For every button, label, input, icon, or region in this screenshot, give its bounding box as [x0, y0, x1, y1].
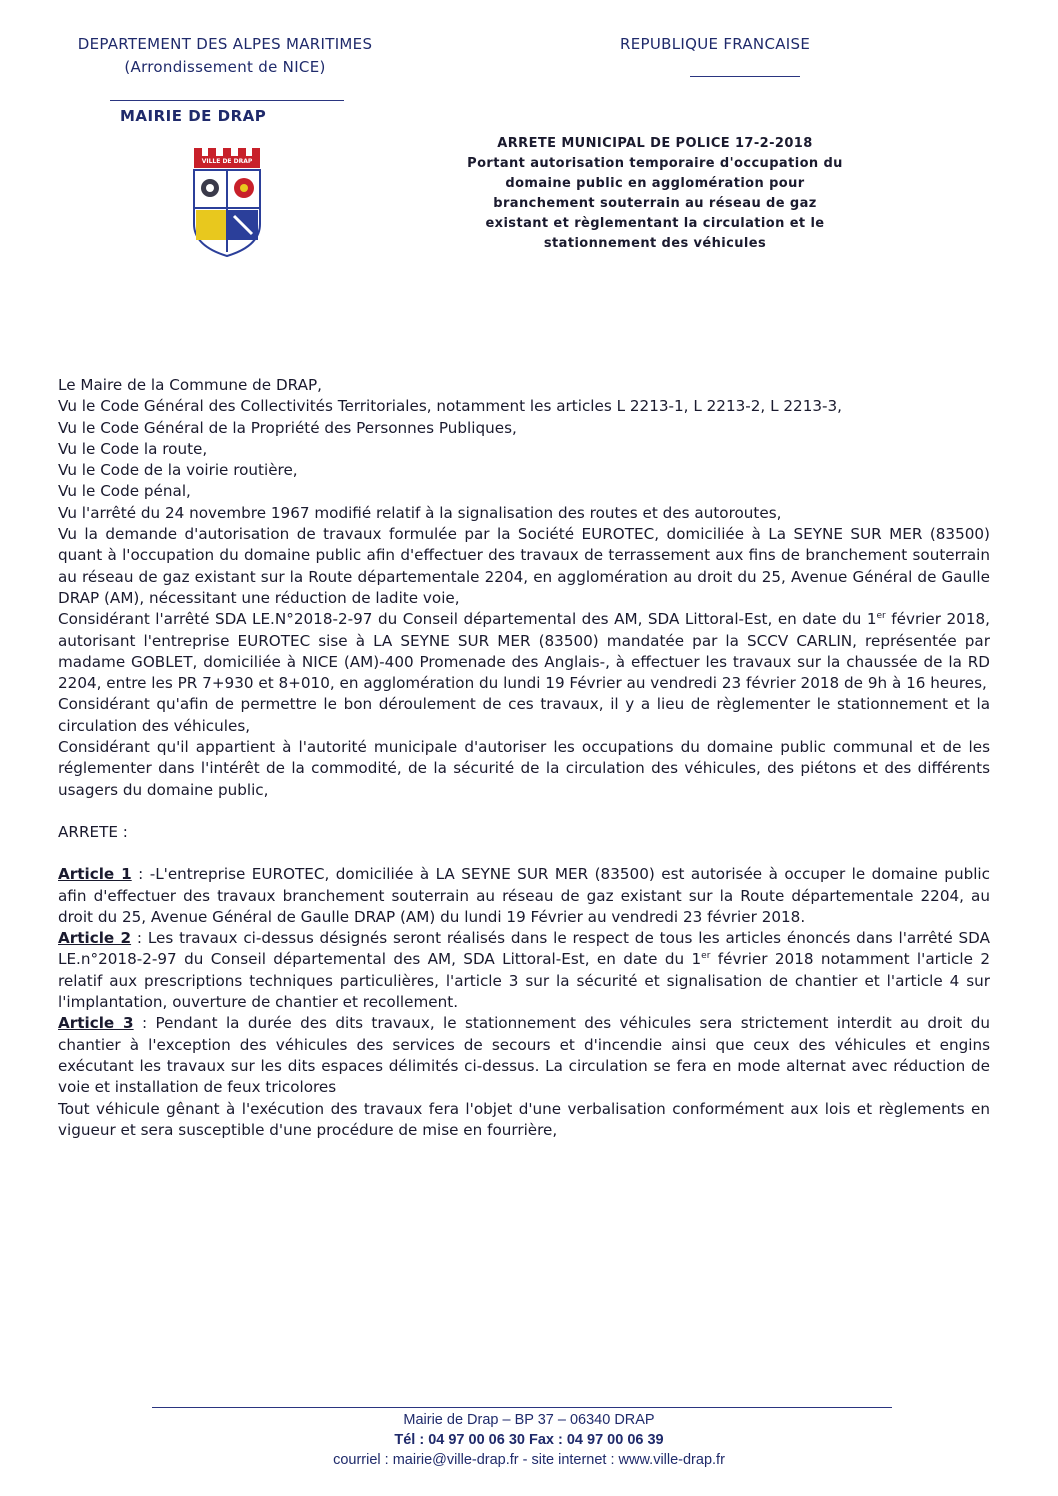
considerant-text: Considérant l'arrêté SDA LE.N°2018-2-97 du Conseil départemental des AM, SDA Littoral-Est, en date du 1 [58, 610, 877, 629]
vu-paragraph: Vu le Code Général de la Propriété des Personnes Publiques, [58, 418, 517, 437]
article-3-continuation: Tout véhicule gênant à l'exécution des travaux fera l'objet d'une verbalisation conformément aux lois et règlements en vigueur et sera susceptible d'une procédure de mise en fourrière, [58, 1099, 990, 1139]
decree-title [440, 134, 870, 254]
footer-phone: Tél : 04 97 00 06 30 Fax : 04 97 00 06 39 [394, 1432, 664, 1448]
ordinal-suffix: er [701, 951, 711, 962]
considerant-paragraph [58, 609, 990, 694]
vu-paragraph: Vu le Code de la voirie routière, [58, 461, 298, 480]
footer-address: Mairie de Drap – BP 37 – 06340 DRAP [403, 1412, 655, 1428]
decree-subject-line: stationnement des véhicules [543, 236, 767, 251]
crest-label: VILLE DE DRAP [201, 158, 253, 165]
article-1 [58, 864, 990, 928]
article-label: Article 3 [58, 1014, 134, 1033]
mayor-line: Le Maire de la Commune de DRAP, [58, 376, 322, 394]
decree-body [58, 375, 990, 1141]
article-label: Article 1 [58, 865, 132, 884]
department-name: DEPARTEMENT DES ALPES MARITIMES [77, 35, 373, 53]
article-3 [58, 1013, 990, 1098]
article-text: : -L'entreprise EUROTEC, domiciliée à LA SEYNE SUR MER (83500) est autorisée à occuper le domaine public afin d'effectuer des travaux branchement souterrain au réseau de gaz existant sur la Route départementale 2204, au droit du 25, Avenue Général de Gaulle DRAP (AM) du lundi 19 Février au vendredi 23 février 2018. [58, 865, 990, 926]
arrondissement: (Arrondissement de NICE) [124, 58, 326, 76]
footer-contact: courriel : mairie@ville-drap.fr - site internet : www.ville-drap.fr [333, 1452, 725, 1468]
decree-subject-line: existant et règlementant la circulation et le [485, 216, 825, 231]
decree-number: ARRETE MUNICIPAL DE POLICE 17-2-2018 [497, 136, 813, 151]
ordinal-suffix: er [876, 611, 886, 622]
vu-paragraph: Vu le Code pénal, [58, 482, 191, 501]
vu-paragraph: Vu la demande d'autorisation de travaux formulée par la Société EUROTEC, domiciliée à La SEYNE SUR MER (83500) quant à l'occupation du domaine public afin d'effectuer des travaux de terrassement aux fins de branchement souterrain au réseau de gaz existant sur la Route départementale 2204, en agglomération au droit du 25, Avenue Général de Gaulle DRAP (AM), nécessitant une réduction de ladite voie, [58, 525, 990, 607]
republic-name: REPUBLIQUE FRANCAISE [620, 35, 811, 53]
vu-paragraph: Vu l'arrêté du 24 novembre 1967 modifié relatif à la signalisation des routes et des autoroutes, [58, 503, 782, 522]
republic-underline [690, 76, 800, 77]
arrete-heading: ARRETE : [58, 822, 128, 841]
decree-subject-line: domaine public en agglomération pour [505, 176, 805, 191]
article-2 [58, 928, 990, 1013]
decree-subject-line: branchement souterrain au réseau de gaz [493, 196, 817, 211]
footer-divider [152, 1407, 892, 1408]
considerant-paragraph: Considérant qu'afin de permettre le bon déroulement de ces travaux, il y a lieu de règlementer le stationnement et la circulation des véhicules, [58, 695, 990, 735]
mairie-name: MAIRIE DE DRAP [120, 107, 267, 125]
header-divider [110, 100, 344, 101]
article-text: février 2018 notamment l'article 2 relatif aux prescriptions techniques particulières, l'article 3 sur la sécurité et signalisation de chantier et l'article 4 sur l'implantation, ouverture de chantier et recollement. [58, 950, 990, 1012]
city-crest-icon [190, 146, 264, 258]
article-text: : Les travaux ci-dessus désignés seront réalisés dans le respect de tous les articles énoncés dans l'arrêté SDA LE.n°2018-2-97 du Conseil départemental des AM, SDA Littoral-Est, en date du 1 [58, 929, 990, 969]
article-text: : Pendant la durée des dits travaux, le stationnement des véhicules sera strictement interdit au droit du chantier à l'exception des véhicules des services de secours et d'incendie ainsi que ceux des véhicules et engins exécutant les travaux sur les dits espaces délimités ci-dessus. La circulation se fera en mode alternat avec réduction de voie et installation de feux tricolores [58, 1014, 991, 1097]
considerant-text: février 2018, autorisant l'entreprise EUROTEC sise à LA SEYNE SUR MER (83500) mandatée par la SCCV CARLIN, représentée par madame GOBLET, domiciliée à NICE (AM)-400 Promenade des Anglais-, à effectuer les travaux sur la chaussée de la RD 2204, entre les PR 7+930 et 8+010, en agglomération du lundi 19 Février au vendredi 23 février 2018 de 9h à 16 heures, [58, 610, 990, 693]
vu-paragraph: Vu le Code Général des Collectivités Territoriales, notamment les articles L 2213-1, L 2213-2, L 2213-3, [58, 397, 842, 416]
article-label: Article 2 [58, 929, 132, 948]
considerant-paragraph: Considérant qu'il appartient à l'autorité municipale d'autoriser les occupations du domaine public communal et de les réglementer dans l'intérêt de la commodité, de la sécurité de la circulation des véhicules, des piétons et des différents usagers du domaine public, [58, 738, 990, 799]
vu-paragraph: Vu le Code la route, [58, 439, 208, 458]
decree-subject-line: Portant autorisation temporaire d'occupation du [467, 156, 843, 171]
